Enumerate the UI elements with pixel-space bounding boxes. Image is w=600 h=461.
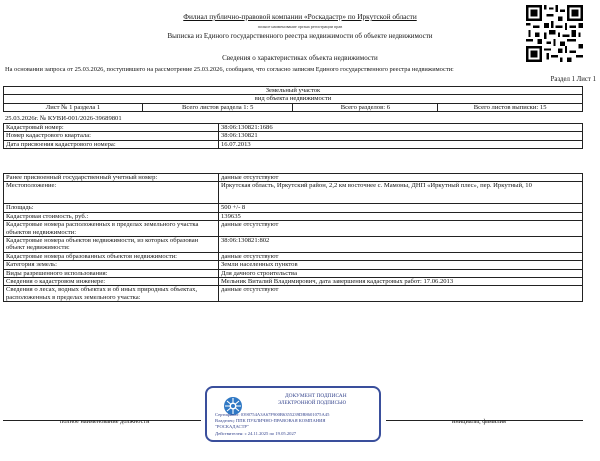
row-value: Иркутская область, Иркутский район, 2,2 км восточнее с. Мамоны, ДНП «Иркутный плеc», пер. Иркутный, 10	[219, 182, 583, 204]
row-label: Сведения о лесах, водных объектах и об иных природных объектах, расположенных в пределах земельного участка:	[4, 286, 219, 302]
table-row	[4, 124, 583, 132]
table-row	[4, 212, 583, 220]
table-row	[4, 174, 583, 182]
table-row	[4, 140, 583, 148]
stamp-validity: Действителен: с 24.11.2025 по 19.05.2027	[215, 431, 297, 436]
row-label: Категория земель:	[4, 261, 219, 269]
row-label: Номер кадастрового квартала:	[4, 132, 219, 140]
total-sheets-section: Всего листов раздела 1: 5	[142, 103, 293, 111]
row-value: 139635	[219, 212, 583, 220]
issuer-subtitle: полное наименование органа регистрации прав	[257, 24, 343, 29]
row-value: 16.07.2013	[219, 140, 583, 148]
total-sections: Всего разделов: 6	[293, 103, 438, 111]
stamp-certificate: Сертификат: 0390754A3A67F900B6355239DB8601075A45	[215, 412, 330, 417]
details-table	[3, 173, 583, 302]
identifiers-table	[3, 123, 583, 149]
name-label: инициалы, фамилия	[452, 418, 506, 425]
row-value: данные отсутствуют	[219, 286, 583, 302]
object-type-table	[3, 86, 583, 112]
object-type: Земельный участок	[4, 87, 583, 95]
table-row	[4, 286, 583, 302]
row-label: Виды разрешенного использования:	[4, 269, 219, 277]
row-label: Местоположение:	[4, 182, 219, 204]
row-label: Дата присвоения кадастрового номера:	[4, 140, 219, 148]
row-value: 38:06:130821:1686	[219, 124, 583, 132]
table-row	[4, 237, 583, 253]
stamp-owner: Владелец: ППК ПУБЛИЧНО-ПРАВОВАЯ КОМПАНИЯ	[215, 418, 326, 423]
table-row	[4, 204, 583, 212]
sheet-number: Лист № 1 раздела 1	[4, 103, 143, 111]
table-row	[4, 252, 583, 260]
stamp-title: ДОКУМЕНТ ПОДПИСАН	[285, 393, 347, 399]
signature-stamp	[205, 386, 381, 442]
row-value: Для дачного строительства	[219, 269, 583, 277]
row-value: Земли населенных пунктов	[219, 261, 583, 269]
row-label: Кадастровые номера расположенных в пределах земельного участка объектов недвижимости:	[4, 221, 219, 237]
row-value: данные отсутствуют	[219, 174, 583, 182]
row-label: Площадь:	[4, 204, 219, 212]
row-label: Сведения о кадастровом инженере:	[4, 278, 219, 286]
request-statement: На основании запроса от 25.03.2026, поступившего на рассмотрение 25.03.2026, сообщаем, что согласно записям Единого государственного реестра недвижимости:	[5, 66, 454, 73]
info-title: Сведения о характеристиках объекта недвижимости	[222, 54, 378, 62]
issuer-title: Филиал публично-правовой компании «Роскадастр» по Иркутской области	[183, 12, 417, 21]
doc-number: 25.03.2026г. № КУВИ-001/2026-39689801	[5, 115, 122, 122]
row-value: данные отсутствуют	[219, 221, 583, 237]
section-sheet-label: Раздел 1 Лист 1	[550, 76, 596, 83]
doc-number-row	[3, 115, 583, 122]
extract-title: Выписка из Единого государственного реестра недвижимости об объекте недвижимости	[167, 32, 433, 40]
row-value: 500 +/- 8	[219, 204, 583, 212]
row-label: Кадастровые номера объектов недвижимости, из которых образован объект недвижимости:	[4, 237, 219, 253]
row-value: 38:06:130821	[219, 132, 583, 140]
object-type-caption: вид объекта недвижимости	[4, 95, 583, 103]
row-label: Кадастровая стоимость, руб.:	[4, 212, 219, 220]
row-value: данные отсутствуют	[219, 252, 583, 260]
table-row	[4, 182, 583, 204]
row-value: 38:06:130821:802	[219, 237, 583, 253]
table-row	[4, 278, 583, 286]
table-row	[4, 261, 583, 269]
table-row	[4, 132, 583, 140]
table-row	[4, 221, 583, 237]
total-sheets-extract: Всего листов выписки: 15	[438, 103, 583, 111]
row-label: Кадастровые номера образованных объектов недвижимости:	[4, 252, 219, 260]
table-row	[4, 269, 583, 277]
stamp-subtitle: ЭЛЕКТРОННОЙ ПОДПИСЬЮ	[278, 400, 347, 406]
stamp-owner-name: "РОСКАДАСТР"	[215, 424, 249, 429]
qr-code-icon	[526, 5, 583, 62]
row-value: Мельник Виталий Владимирович, дата завершения кадастровых работ: 17.06.2013	[219, 278, 583, 286]
row-label: Кадастровый номер:	[4, 124, 219, 132]
position-label: полное наименование должности	[60, 418, 150, 425]
row-label: Ранее присвоенный государственный учетный номер:	[4, 174, 219, 182]
